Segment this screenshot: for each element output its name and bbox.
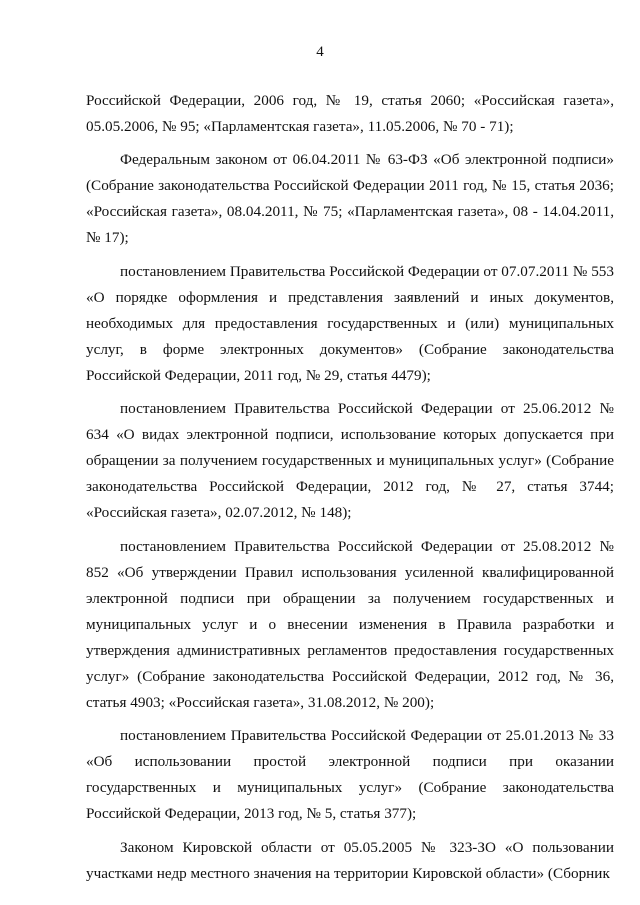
paragraph-kirov-law-323: Законом Кировской области от 05.05.2005 № 323-ЗО «О пользовании участками недр местного значения на территории Кировской области» (Сборник: [86, 838, 614, 882]
paragraph-resolution-852: постановлением Правительства Российской Федерации от 25.08.2012 № 852 «Об утверждении Правил использования усиленной квалифицированной электронной подписи при обращении за получением государственных и муниципальных услуг и о внесении изменения в Правила разработки и утверждения административных регламентов предоставления государственных услуг» (Собрание законодательства Российской Федерации, 2012 год, № 36, статья 4903; «Российская газета», 31.08.2012, № 200);: [86, 537, 614, 712]
paragraph-federal-law-63: Федеральным законом от 06.04.2011 № 63-ФЗ «Об электронной подписи» (Собрание законодательства Российской Федерации 2011 год, № 15, статья 2036; «Российская газета», 08.04.2011, № 75; «Парламентская газета», 08 - 14.04.2011, № 17);: [86, 151, 614, 247]
paragraph-resolution-553: постановлением Правительства Российской Федерации от 07.07.2011 № 553 «О порядке оформления и представления заявлений и иных документов, необходимых для предоставления государственных и (или) муниципальных услуг, в форме электронных документов» (Собрание законодательства Российской Федерации, 2011 год, № 29, статья 4479);: [86, 262, 614, 384]
document-body: [86, 88, 614, 894]
page-number: 4: [316, 44, 324, 60]
paragraph-continuation: Российской Федерации, 2006 год, № 19, статья 2060; «Российская газета», 05.05.2006, № 95; «Парламентская газета», 11.05.2006, № 70 - 71);: [86, 92, 614, 136]
paragraph-resolution-33: постановлением Правительства Российской Федерации от 25.01.2013 № 33 «Об использовании простой электронной подписи при оказании государственных и муниципальных услуг» (Собрание законодательства Российской Федерации, 2013 год, № 5, статья 377);: [86, 727, 614, 823]
paragraph-resolution-634: постановлением Правительства Российской Федерации от 25.06.2012 № 634 «О видах электронной подписи, использование которых допускается при обращении за получением государственных и муниципальных услуг» (Собрание законодательства Российской Федерации, 2012 год, № 27, статья 3744; «Российская газета», 02.07.2012, № 148);: [86, 400, 614, 522]
